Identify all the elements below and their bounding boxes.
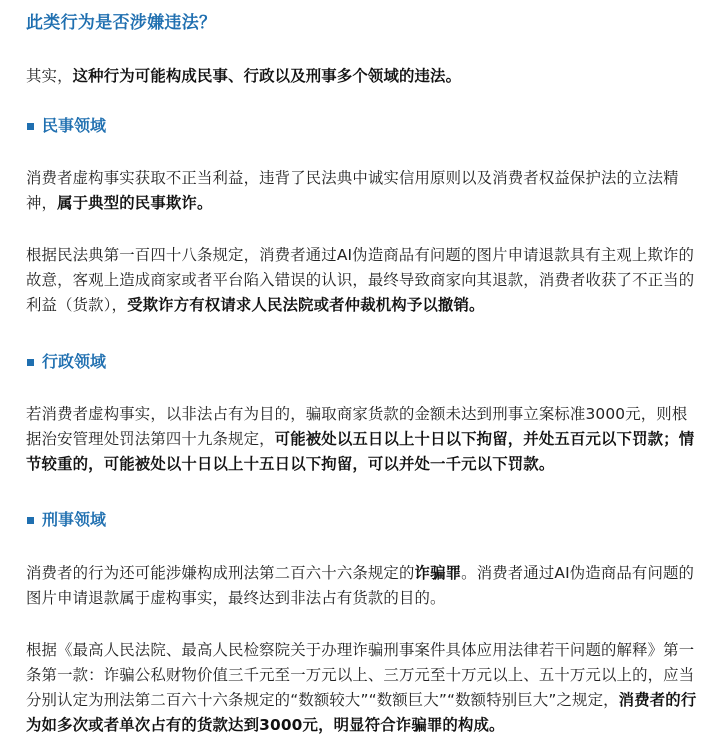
paragraph-text: 。消费者通过AI伪造商品有问题的图片申请退款属于虚构事实，最终达到非法占有货款的目的。 xyxy=(26,564,695,607)
paragraph-emphasis: 受欺诈方有权请求人民法院或者仲裁机构予以撤销。 xyxy=(127,296,485,314)
paragraph-text: 消费者的行为还可能涉嫌构成刑法第二百六十六条规定的 xyxy=(26,564,415,582)
section-heading-civil xyxy=(26,116,106,136)
administrative-paragraph xyxy=(26,402,702,477)
criminal-paragraph-1 xyxy=(26,561,702,611)
section-heading-administrative xyxy=(26,352,106,372)
page-title: 此类行为是否涉嫌违法？ xyxy=(26,13,217,33)
paragraph-emphasis: 属于典型的民事欺诈。 xyxy=(57,194,213,212)
paragraph-text: 若消费者虚构事实，以非法占有为目的，骗取商家货款的金额未达到刑事立案标准3000元，则根据治安管理处罚法第四十九条规定， xyxy=(26,405,688,448)
paragraph-text: 根据《最高人民法院、最高人民检察院关于办理诈骗刑事案件具体应用法律若干问题的解释》第一条第一款：诈骗公私财物价值三千元至一万元以上、三万元至十万元以上、五十万元以上的，应当分别认定为刑法第二百六十六条规定的“数额较大”“数额巨大”“数额特别巨大”之规定， xyxy=(26,641,695,709)
square-bullet-icon xyxy=(27,359,34,366)
intro-text: 其实， xyxy=(26,67,73,85)
intro-emphasis: 这种行为可能构成民事、行政以及刑事多个领域的违法。 xyxy=(72,67,462,85)
section-heading-label: 行政领域 xyxy=(42,352,107,371)
civil-paragraph-1 xyxy=(26,166,702,216)
section-heading-label: 民事领域 xyxy=(42,116,107,135)
paragraph-emphasis: 消费者的行为如多次或者单次占有的货款达到3000元，明显符合诈骗罪的构成。 xyxy=(26,691,697,734)
intro-paragraph xyxy=(26,64,702,89)
criminal-paragraph-2 xyxy=(26,638,702,738)
paragraph-text: 消费者虚构事实获取不正当利益，违背了民法典中诚实信用原则以及消费者权益保护法的立法精神， xyxy=(26,169,679,212)
paragraph-emphasis: 可能被处以五日以上十日以下拘留，并处五百元以下罚款；情节较重的，可能被处以十日以上十五日以下拘留，可以并处一千元以下罚款。 xyxy=(26,430,695,473)
square-bullet-icon xyxy=(27,123,34,130)
civil-paragraph-2 xyxy=(26,243,702,318)
square-bullet-icon xyxy=(27,517,34,524)
paragraph-text: 根据民法典第一百四十八条规定，消费者通过AI伪造商品有问题的图片申请退款具有主观上欺诈的故意，客观上造成商家或者平台陷入错误的认识，最终导致商家向其退款，消费者收获了不正当的利益（货款）， xyxy=(26,246,695,314)
section-heading-criminal xyxy=(26,510,106,530)
section-heading-label: 刑事领域 xyxy=(42,510,107,529)
paragraph-emphasis: 诈骗罪 xyxy=(414,564,462,582)
